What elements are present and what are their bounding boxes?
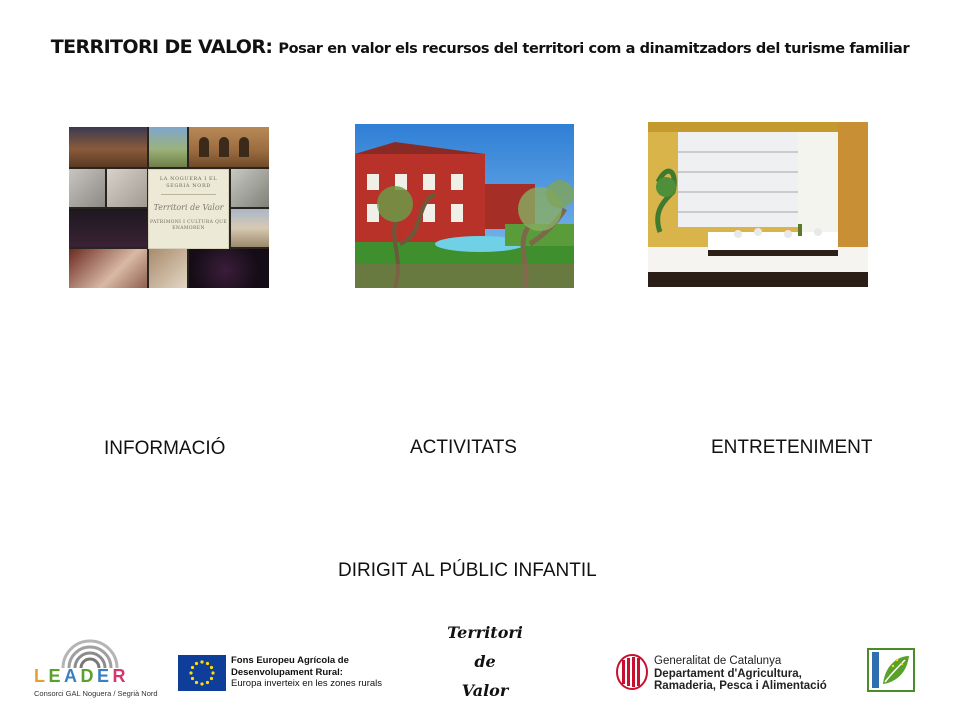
tdv-line-2: de bbox=[474, 652, 496, 671]
territori-de-valor-logo bbox=[440, 618, 530, 705]
title-subtitle: Posar en valor els recursos del territori com a dinamitzadors del turisme familiar bbox=[278, 41, 910, 57]
generalitat-line-2: Departament d'Agricultura, bbox=[654, 667, 802, 680]
entertainment-photo bbox=[648, 122, 868, 287]
collage-card-rule bbox=[161, 194, 216, 195]
leader-wordmark: LEADER bbox=[34, 666, 130, 686]
eu-funding-text bbox=[231, 655, 382, 690]
generalitat-line-3: Ramaderia, Pesca i Alimentació bbox=[654, 680, 827, 692]
tdv-line-1: Territori bbox=[447, 623, 523, 642]
eu-line-3: Europa inverteix en les zones rurals bbox=[231, 678, 383, 689]
collage-card-top: LA NOGUERA I EL SEGRIÀ NORD bbox=[159, 176, 218, 189]
generalitat-emblem-icon bbox=[616, 654, 648, 690]
restaurant-illustration bbox=[648, 122, 868, 287]
generalitat-line-1: Generalitat de Catalunya bbox=[654, 655, 782, 667]
information-collage-image bbox=[69, 127, 269, 288]
leader-arcs-icon bbox=[55, 624, 125, 668]
category-label-informacio: INFORMACIÓ bbox=[104, 438, 226, 459]
collage-card-middle: Territori de Valor bbox=[153, 203, 224, 212]
collage-title-card bbox=[148, 169, 229, 249]
audience-statement: DIRIGIT AL PÚBLIC INFANTIL bbox=[338, 560, 597, 581]
eu-line-1: Fons Europeu Agrícola de bbox=[231, 655, 349, 666]
title-main: TERRITORI DE VALOR: bbox=[50, 36, 279, 58]
generalitat-text bbox=[654, 655, 827, 693]
tdv-line-3: Valor bbox=[461, 681, 509, 700]
eu-flag-icon bbox=[178, 655, 226, 691]
page-title bbox=[0, 36, 960, 58]
category-label-entreteniment: ENTRETENIMENT bbox=[711, 437, 873, 458]
collage-card-bottom: PATRIMONI I CULTURA QUE ENAMOREN bbox=[149, 220, 228, 231]
leaf-icon bbox=[867, 648, 915, 692]
eu-line-2: Desenvolupament Rural: bbox=[231, 666, 343, 678]
hotel-pool-illustration bbox=[355, 124, 574, 288]
leader-subtitle: Consorci GAL Noguera / Segrià Nord bbox=[34, 689, 158, 698]
activities-photo bbox=[355, 124, 574, 288]
category-label-activitats: ACTIVITATS bbox=[410, 437, 517, 458]
leader-leaf-logo bbox=[867, 648, 915, 692]
leader-logo bbox=[30, 622, 158, 702]
